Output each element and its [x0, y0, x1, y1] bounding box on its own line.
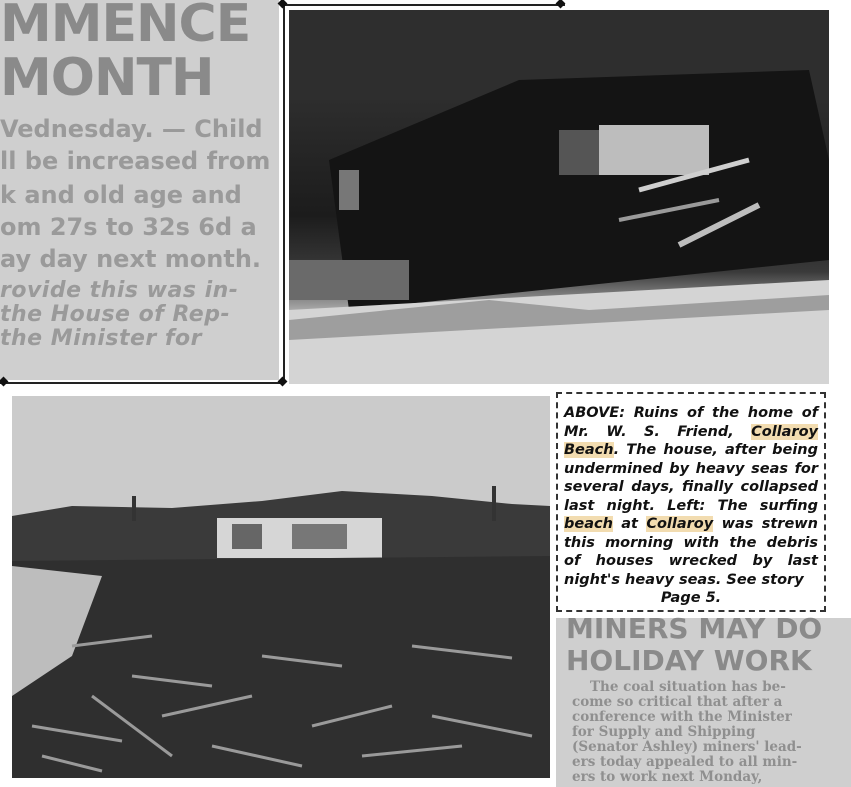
left-body-line-3: k and old age and — [0, 181, 242, 209]
left-italic-line-1: rovide this was in- — [0, 278, 239, 303]
caption-text-2: . The house, after being undermined by heavy seas for several days, finally collapsed last night. Left: The surfing — [564, 442, 818, 514]
corner-ornament — [278, 0, 288, 8]
miners-body-line-5: (Senator Ashley) miners' lead- — [572, 739, 802, 755]
miners-body-line-2: come so critical that after a — [572, 694, 783, 710]
caption-place-collaroy-beach: Collaroy Beach — [564, 423, 818, 458]
top-rule — [283, 4, 565, 6]
debris-beach-photo — [12, 396, 550, 778]
left-body-line-5: ay day next month. — [0, 245, 262, 273]
left-body-line-2: ll be increased from — [0, 147, 271, 175]
left-body-line-1: Vednesday. — Child — [0, 115, 263, 143]
caption-text-4: was strewn this morning with the debris of houses wrecked by last night's heavy seas. See story — [564, 516, 818, 588]
ruined-house-photo — [289, 10, 829, 384]
left-headline-line-1: MMENCE — [0, 0, 251, 54]
corner-ornament — [556, 0, 566, 8]
left-body-line-4: om 27s to 32s 6d a — [0, 213, 257, 241]
caption-lead: ABOVE: — [564, 405, 626, 421]
middle-rule — [0, 382, 283, 384]
miners-body-line-1: The coal situation has be- — [590, 679, 786, 695]
corner-ornament — [278, 377, 288, 387]
left-headline-line-2: MONTH — [0, 48, 214, 108]
ruined-house-illustration — [289, 10, 829, 384]
caption-text-1: Ruins of the home of Mr. W. S. Friend, — [564, 405, 818, 440]
caption-place-collaroy: Collaroy — [646, 516, 714, 532]
miners-headline-line-1: MINERS MAY DO — [566, 612, 823, 645]
vertical-rule — [283, 4, 285, 382]
left-italic-line-3: the Minister for — [0, 326, 202, 351]
miners-body-line-3: conference with the Minister — [572, 709, 792, 725]
caption-text-3: at — [612, 516, 647, 532]
caption-page-reference: Page 5. — [660, 590, 722, 606]
photo-caption — [556, 392, 826, 612]
left-italic-line-2: the House of Rep- — [0, 302, 231, 327]
miners-body-line-7: ers to work next Monday, — [572, 769, 763, 785]
miners-body-line-4: for Supply and Shipping — [572, 724, 756, 740]
debris-beach-illustration — [12, 396, 550, 778]
caption-word-beach: beach — [564, 516, 613, 532]
miners-body-line-6: ers today appealed to all min- — [572, 754, 798, 770]
miners-headline-line-2: HOLIDAY WORK — [566, 644, 812, 677]
